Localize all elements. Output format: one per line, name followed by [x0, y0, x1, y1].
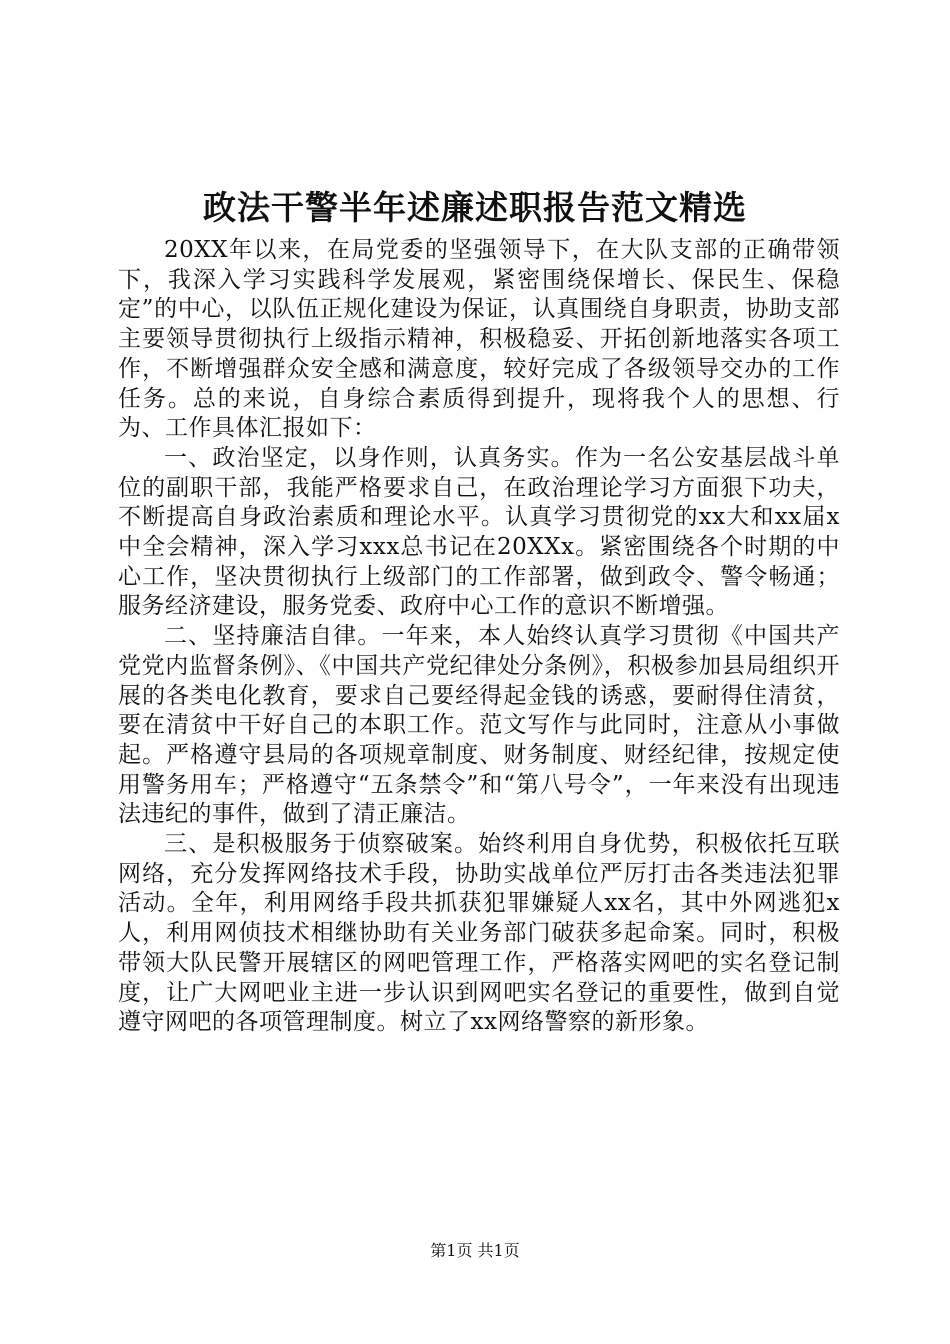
document-body — [118, 236, 840, 1038]
page-number-footer: 第1页 共1页 — [430, 1241, 520, 1260]
document-title: 政法干警半年述廉述职报告范文精选 — [203, 188, 747, 227]
paragraph-section-3: 三、是积极服务于侦察破案。始终利用自身优势，积极依托互联网络，充分发挥网络技术手段，协助实战单位严厉打击各类违法犯罪活动。全年，利用网络手段共抓获犯罪嫌疑人xx名，其中外网逃犯x人，利用网侦技术相继协助有关业务部门破获多起命案。同时，积极带领大队民警开展辖区的网吧管理工作，严格落实网吧的实名登记制度，让广大网吧业主进一步认识到网吧实名登记的重要性，做到自觉遵守网吧的各项管理制度。树立了xx网络警察的新形象。 — [118, 831, 840, 1036]
paragraph-intro: 20XX年以来，在局党委的坚强领导下，在大队支部的正确带领下，我深入学习实践科学发展观，紧密围绕保增长、保民生、保稳定”的中心，以队伍正规化建设为保证，认真围绕自身职责，协助支部主要领导贯彻执行上级指示精神，积极稳妥、开拓创新地落实各项工作，不断增强群众安全感和满意度，较好完成了各级领导交办的工作任务。总的来说，自身综合素质得到提升，现将我个人的思想、行为、工作具体汇报如下： — [118, 237, 840, 442]
paragraph-section-2: 二、坚持廉洁自律。一年来，本人始终认真学习贯彻《中国共产党党内监督条例》、《中国共产党纪律处分条例》，积极参加县局组织开展的各类电化教育，要求自己要经得起金钱的诱惑，要耐得住清贫，要在清贫中干好自己的本职工作。范文写作与此同时，注意从小事做起。严格遵守县局的各项规章制度、财务制度、财经纪律，按规定使用警务用车；严格遵守“五条禁令”和“第八号令”，一年来没有出现违法违纪的事件，做到了清正廉洁。 — [118, 623, 840, 828]
paragraph-section-1: 一、政治坚定，以身作则，认真务实。作为一名公安基层战斗单位的副职干部，我能严格要求自己，在政治理论学习方面狠下功夫，不断提高自身政治素质和理论水平。认真学习贯彻党的xx大和xx届x中全会精神，深入学习xxx总书记在20XXx。紧密围绕各个时期的中心工作，坚决贯彻执行上级部门的工作部署，做到政令、警令畅通；服务经济建设，服务党委、政府中心工作的意识不断增强。 — [118, 444, 840, 620]
